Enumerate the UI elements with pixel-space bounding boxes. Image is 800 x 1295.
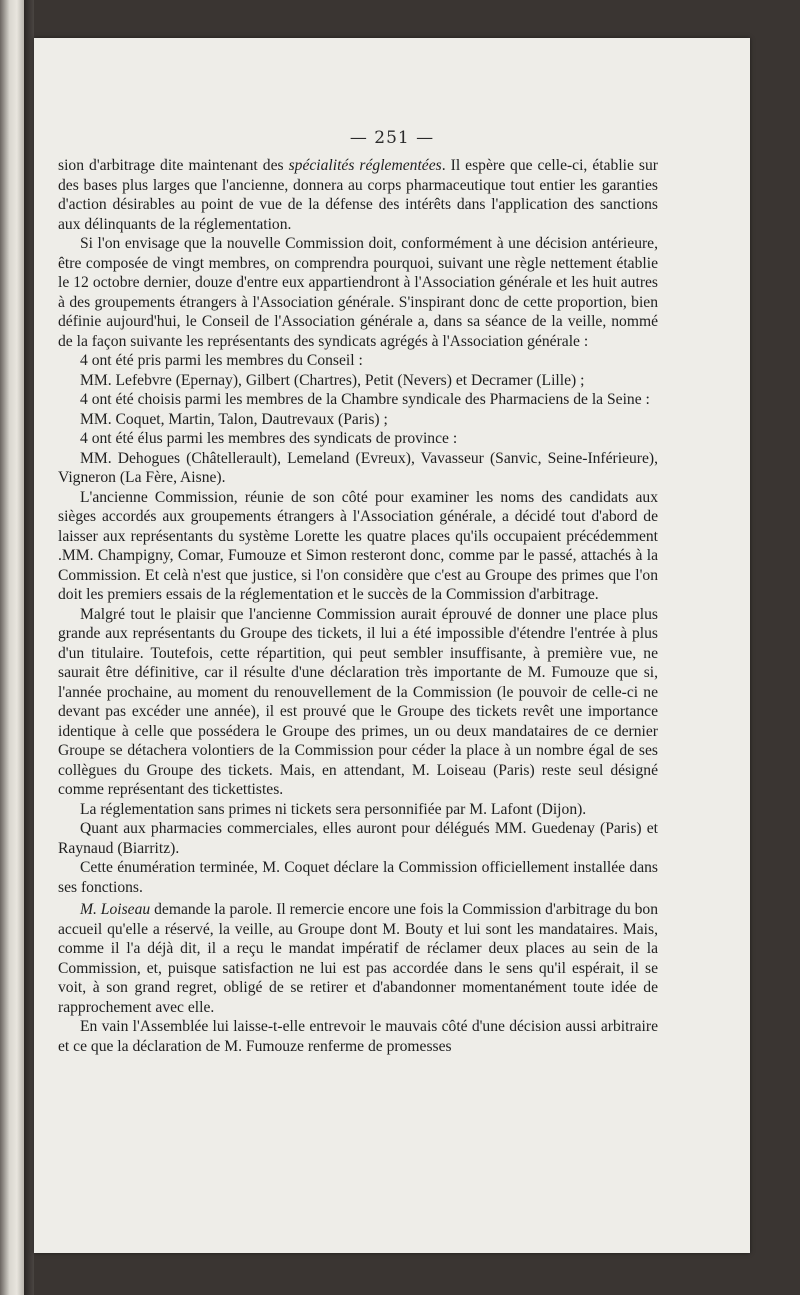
text-run: MM. Dehogues (Châtellerault), Lemeland (Evreux), Vavasseur (Sanvic, Seine-Inférieure), Vigneron (La Fère, Aisne). — [58, 449, 658, 486]
italic-text: spécialités réglementées — [288, 157, 442, 174]
text-run: sion d'arbitrage dite maintenant des — [58, 157, 289, 174]
text-run: 4 ont été élus parmi les membres des syndicats de province : — [80, 430, 458, 447]
paragraph-p0 — [58, 156, 658, 234]
paragraph-p10 — [58, 800, 658, 820]
text-run: . Il espère que celle-ci, établie sur des bases plus larges que l'ancienne, donnera au corps pharmaceutique tout entier les garanties d'action désirables au point de vue de la défense des intérêts dans l'application des sanctions aux délinquants de la réglementation. — [58, 157, 658, 233]
book-page — [34, 38, 750, 1253]
text-run: La réglementation sans primes ni tickets sera personnifiée par M. Lafont (Dijon). — [80, 800, 587, 818]
paragraph-p8 — [58, 488, 658, 605]
paragraph-p14 — [58, 1017, 658, 1056]
text-run: 4 ont été pris parmi les membres du Conseil : — [80, 352, 363, 369]
text-run: Cette énumération terminée, M. Coquet déclare la Commission officiellement installée dans ses fonctions. — [58, 859, 658, 896]
facing-page-edge — [0, 0, 24, 1295]
book-gutter — [24, 0, 34, 1295]
paragraph-p9 — [58, 605, 658, 800]
text-run: Quant aux pharmacies commerciales, elles auront pour délégués MM. Guedenay (Paris) et Raynaud (Biarritz). — [58, 820, 658, 857]
paragraph-p6 — [58, 429, 658, 449]
paragraph-p13 — [58, 900, 658, 1017]
text-run: Malgré tout le plaisir que l'ancienne Commission aurait éprouvé de donner une place plus grande aux représentants du Groupe des tickets, il lui a été impossible d'étendre l'entrée à plus d'un titulaire. Toutefois, cette répartition, qui peut sembler insuffisante, à première vue, ne saurait être définitive, car il résulte d'une déclaration très importante de M. Fumouze que si, l'année prochaine, au moment du renouvellement de la Commission (le pouvoir de celle-ci ne devant pas excéder une année), il est prouvé que le Groupe des tickets revêt une importance identique à celle que possédera le Groupe des primes, un ou deux mandataires de ce dernier Groupe se détachera volontiers de la Commission pour céder la place à un nombre égal de ses collègues du Groupe des tickets. Mais, en attendant, M. Loiseau (Paris) reste seul désigné comme représentant des tickettistes. — [58, 605, 658, 798]
italic-text: M. Loiseau — [80, 901, 151, 918]
paragraph-p11 — [58, 819, 658, 858]
text-run: MM. Lefebvre (Epernay), Gilbert (Chartres), Petit (Nevers) et Decramer (Lille) ; — [80, 371, 585, 389]
text-run: 4 ont été choisis parmi les membres de la Chambre syndicale des Pharmaciens de la Seine : — [80, 391, 650, 408]
text-run: En vain l'Assemblée lui laisse-t-elle entrevoir le mauvais côté d'une décision aussi arbitraire et ce que la déclaration de M. Fumouze renferme de promesses — [58, 1018, 658, 1055]
text-run: Si l'on envisage que la nouvelle Commission doit, conformément à une décision antérieure, être composée de vingt membres, on comprendra pourquoi, suivant une règle nettement établie le 12 octobre dernier, douze d'entre eux appartiendront à l'Association générale et les huit autres à des groupements étrangers à l'Association générale. S'inspirant donc de cette proportion, bien définie aujourd'hui, le Conseil de l'Association générale a, dans sa séance de la veille, nommé de la façon suivante les représentants des syndicats agrégés à l'Association générale : — [58, 235, 658, 350]
paragraph-p12 — [58, 858, 658, 897]
paragraph-p7 — [58, 449, 658, 488]
paragraph-p5 — [58, 410, 658, 430]
paragraph-p1 — [58, 234, 658, 351]
page-number: — 251 — — [349, 128, 435, 148]
body-text — [58, 156, 658, 1056]
text-run: demande la parole. Il remercie encore une fois la Commission d'arbitrage du bon accueil qu'elle a réservé, la veille, au Groupe dont M. Bouty et lui sont les mandataires. Mais, comme il l'a déjà dit, il a reçu le mandat impératif de réclamer deux places au sein de la Commission, et, puisque satisfaction ne lui est pas accordée dans le sens qu'il espérait, il se voit, à son grand regret, obligé de se retirer et d'abandonner momentanément toute idée de rapprochement avec elle. — [58, 901, 658, 1016]
paragraph-p2 — [58, 351, 658, 371]
text-run: MM. Coquet, Martin, Talon, Dautrevaux (Paris) ; — [80, 410, 388, 428]
paragraph-p4 — [58, 390, 658, 410]
paragraph-p3 — [58, 371, 658, 391]
text-run: L'ancienne Commission, réunie de son côté pour examiner les noms des candidats aux sièges accordés aux groupements étrangers à l'Association générale, a décidé tout d'abord de laisser aux représentants du système Lorette les quatre places qu'ils occupaient précédemment .MM. Champigny, Comar, Fumouze et Simon resteront donc, comme par le passé, attachés à la Commission. Et celà n'est que justice, si l'on considère que c'est au Groupe des primes que l'on doit les premiers essais de la réglementation et le succès de la Commission d'arbitrage. — [58, 488, 658, 603]
